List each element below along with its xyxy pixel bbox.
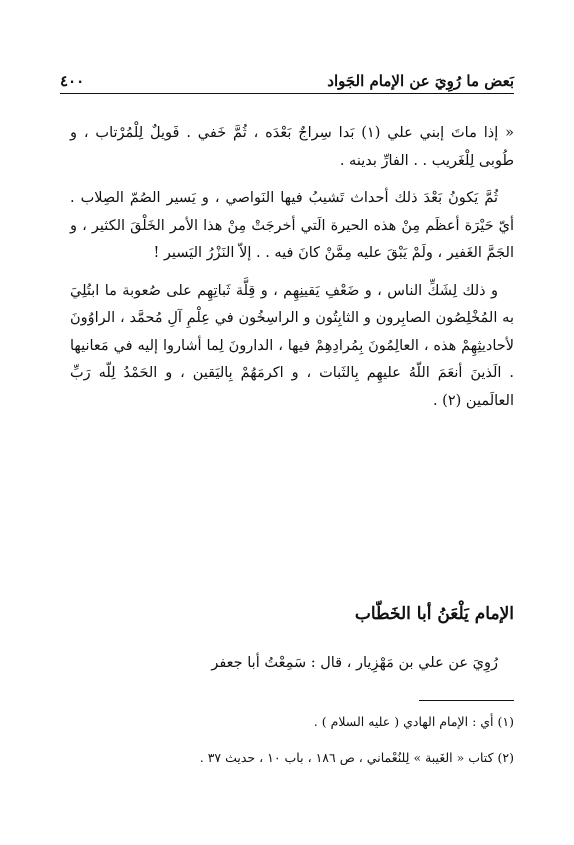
header-rule bbox=[60, 93, 514, 94]
page-number: ٤٠٠ bbox=[60, 72, 85, 90]
footnote-1: (١) أي : الإمام الهادي ( عليه السلام ) . bbox=[313, 714, 514, 729]
body-text bbox=[70, 120, 514, 425]
footnotes bbox=[60, 710, 514, 782]
footnote-2: (٢) كتاب « الغَيبة » لِلنُعْماني ، ص ١٨٦ ، باب ١٠ ، حديث ٣٧ . bbox=[199, 750, 514, 765]
paragraph-3: و ذلك لِشَكِّ الناس ، و ضَعْفِ يَقينِهِم ، و قِلَّة ثَباتِهِم على صُعوبة ما ابتُلِيَ به المُخْلِصُون الصابِرون و الثابِتُون و الراسِخُون في عِلْمِ آلِ مُحمَّد ، الراوُونَ لأحاديثِهِمْ هذه ، العالِمُونَ بِمُرادِهِمْ فيها ، الدارونَ لِما أشاروا إليه في مَعانيها . الَذينَ أنعَمَ اللّهُ عليهِم بِالثَبات ، و اكرمَهُمْ بِاليَقين ، و الحَمْدُ لِلّه رَبِّ العالَمين (٢) . bbox=[70, 282, 514, 409]
footnote-rule bbox=[419, 700, 514, 701]
running-title: بَعض ما رُوِيَ عن الإمام الجَواد bbox=[327, 72, 514, 90]
paragraph-2: ثُمَّ يَكونُ بَعْدَ ذلك أحداث تَشيبُ فيها النَواصي ، و يَسير الصُمّ الصِلاب . أيّ حَيْرَة أعظَم مِنْ هذه الحيرة الَتي أخرجَتْ مِنْ هذا الأمر الخَلْقَ الكثير ، و الجَمَّ الغَفير ، ولَمْ يَبْقَ عليه مِمَّنْ كانَ فيه . . إلاّ النَزْرُ اليَسير ! bbox=[70, 190, 514, 261]
page-header bbox=[60, 60, 514, 90]
narration-line: رُوِيَ عن علي بن مَهْزِيار ، قال : سَمِعْتُ أبا جعفر bbox=[211, 655, 498, 671]
paragraph-1: « إذا ماتَ إبني علي (١) بَدا سِراجٌ بَعْدَه ، ثُمَّ خَفي . فَويلٌ لِلْمُرْتاب ، و طُوبى لِلْغَريب . . الفارِّ بدينه . bbox=[70, 125, 514, 169]
section-heading: الإمام يَلْعَنُ أبا الخَطّاب bbox=[354, 604, 514, 624]
